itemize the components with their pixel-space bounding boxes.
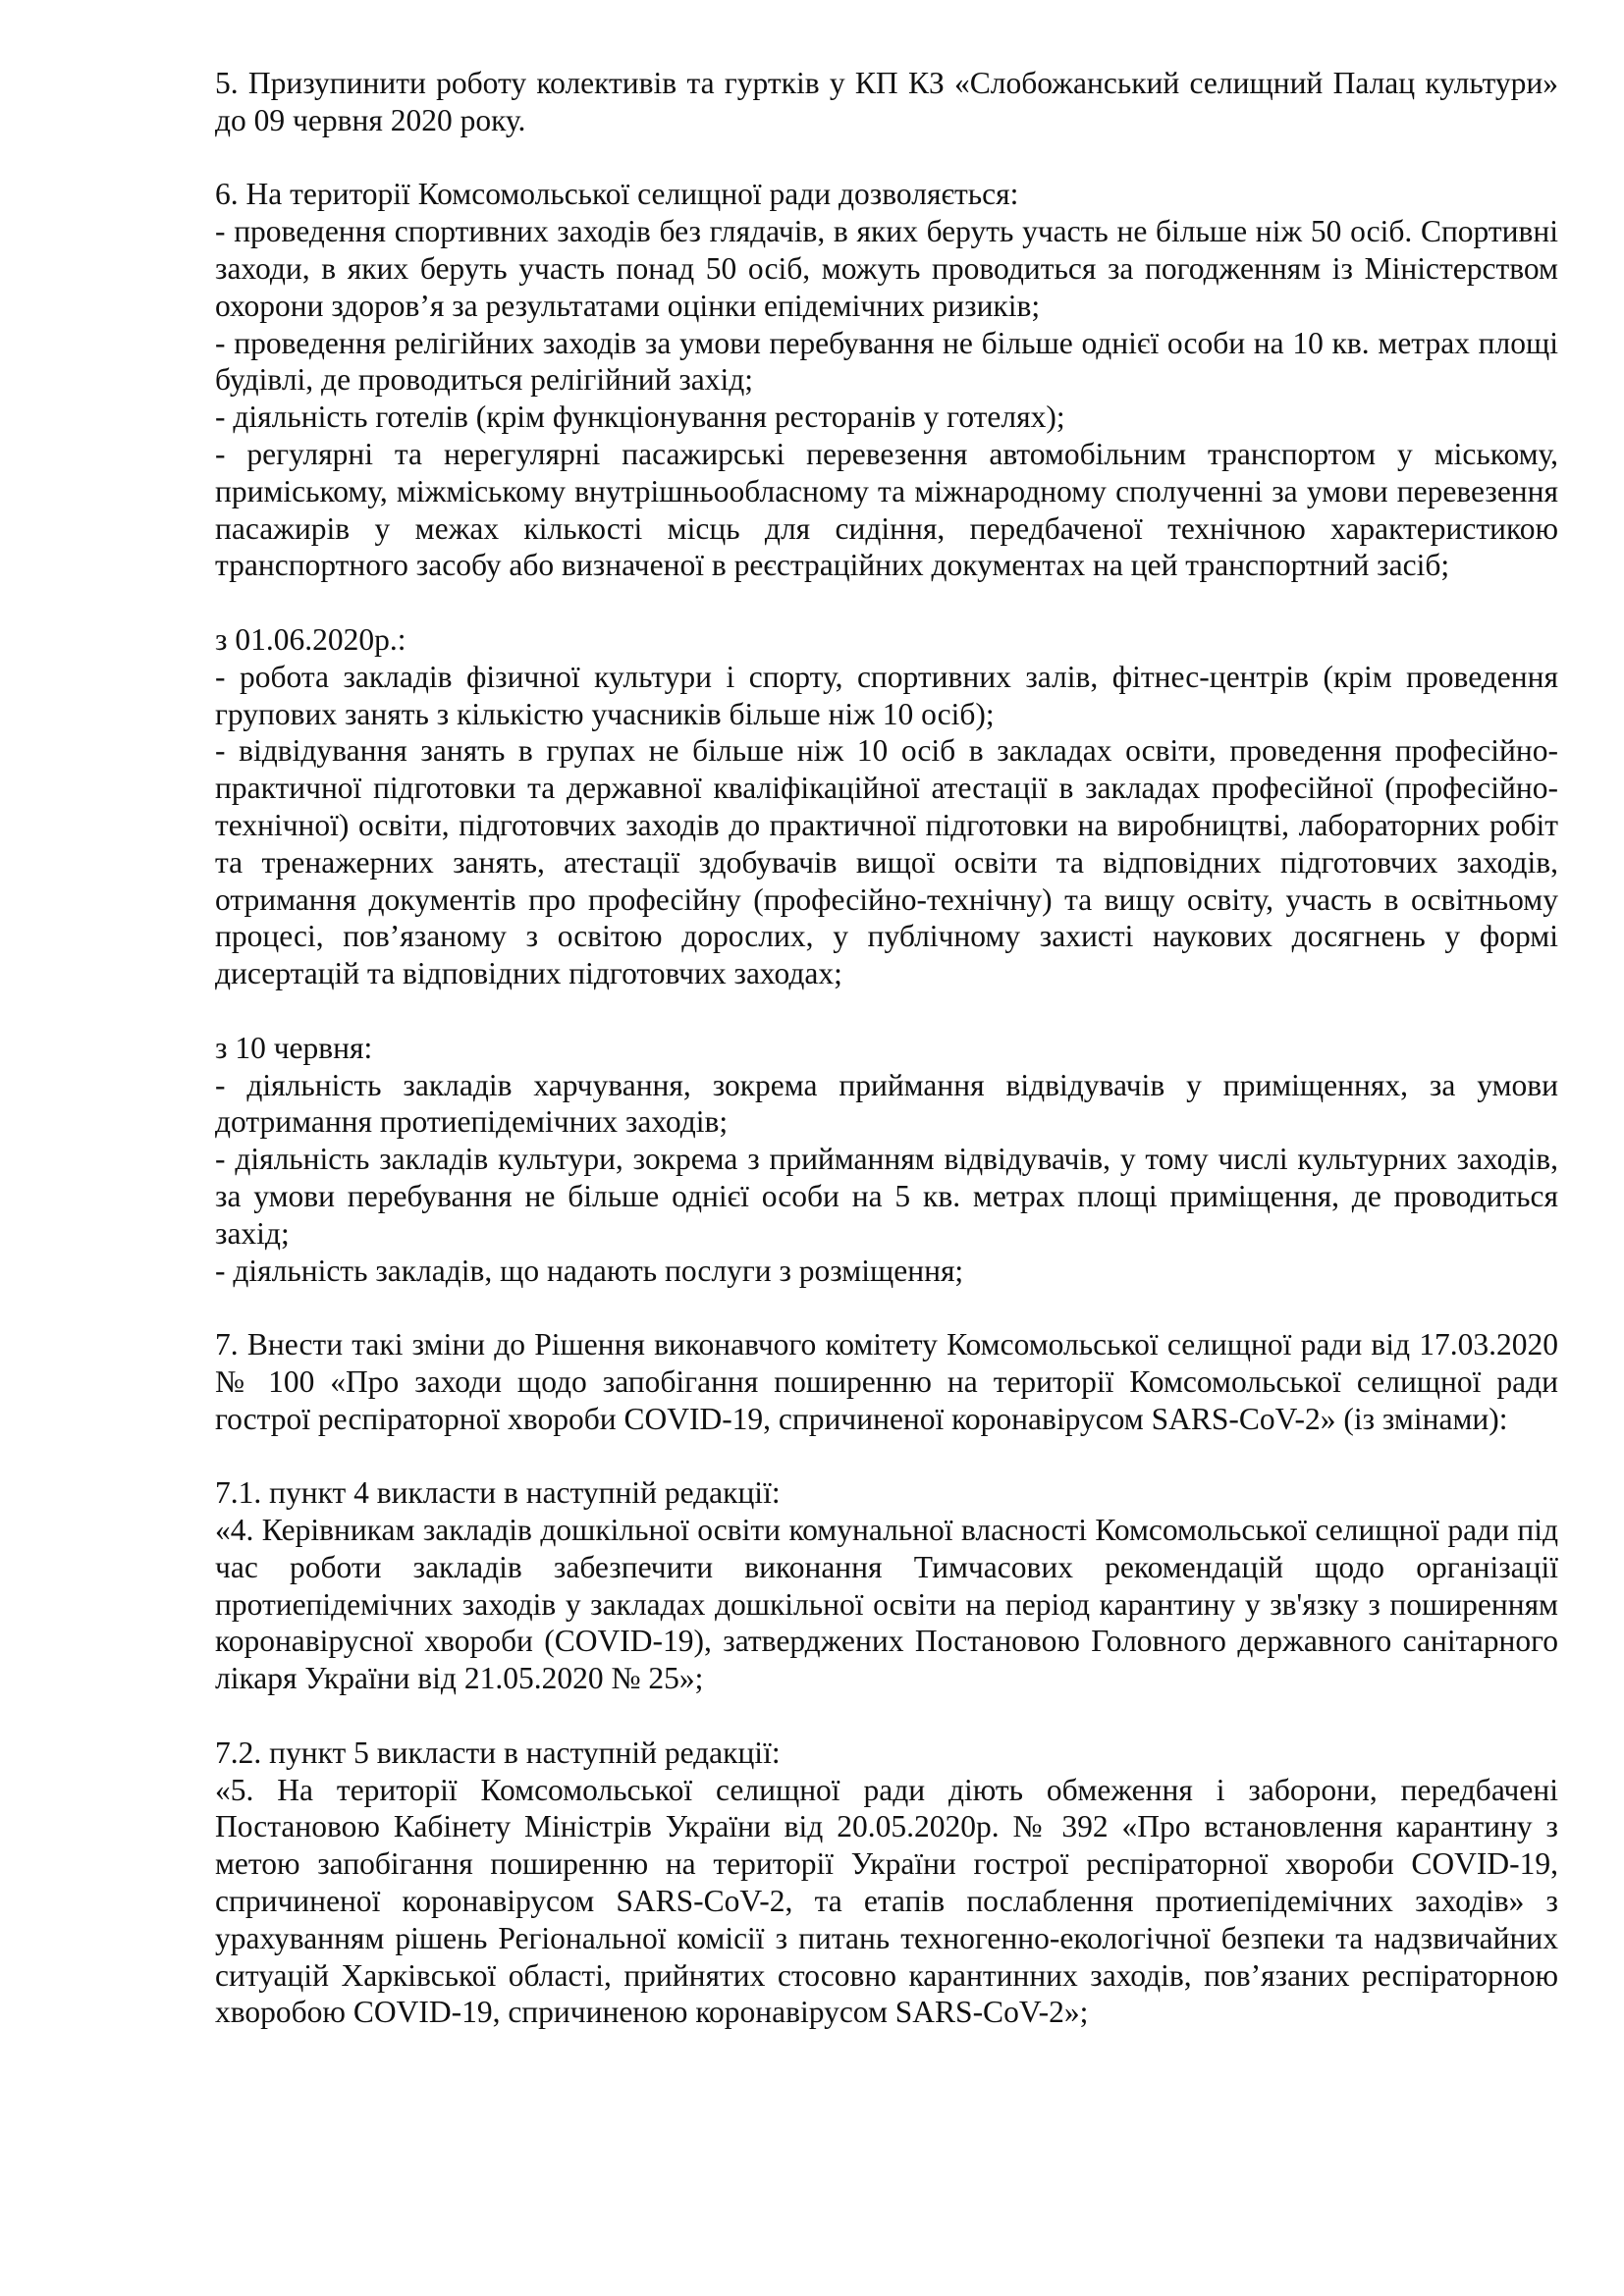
paragraph-line: з 01.06.2020р.:: [215, 621, 406, 657]
list-item: - діяльність закладів культури, зокрема з прийманням відвідувачів, у тому числі культурних заходів, за умови перебування не більше однієї особи на 5 кв. метрах площі приміщення, де проводиться захід;: [215, 1142, 1558, 1251]
paragraph-line: «5. На території Комсомольської селищної ради діють обмеження і заборони, передбачені Постановою Кабінету Міністрів України від 20.05.2020р. № 392 «Про встановлення карантину з метою запобігання поширенню на території України гострої респіраторної хвороби COVID-19, спричиненої коронавірусом SARS-CoV-2, та етапів послаблення протиепідемічних заходів» з урахуванням рішень Регіональної комісії з питань техногенно-екологічної безпеки та надзвичайних ситуацій Харківської області, прийнятих стосовно карантинних заходів, пов’язаних респіраторною хворобою COVID-19, спричиненою коронавірусом SARS-CoV-2»;: [215, 1772, 1558, 2030]
paragraph-line: 7. Внести такі зміни до Рішення виконавчого комітету Комсомольської селищної ради від 17.03.2020 № 100 «Про заходи щодо запобігання поширенню на території Комсомольської селищної ради гострої респіраторної хвороби COVID-19, спричиненої коронавірусом SARS-CoV-2» (із змінами):: [215, 1327, 1558, 1436]
paragraph-line: з 10 червня:: [215, 1030, 373, 1065]
paragraph-line: 6. На території Комсомольської селищної ради дозволяється:: [215, 177, 1019, 212]
document-page: [215, 65, 1558, 2068]
paragraph-line: 7.2. пункт 5 викласти в наступній редакції:: [215, 1735, 781, 1770]
paragraph-line: «4. Керівникам закладів дошкільної освіти комунальної власності Комсомольської селищної ради під час роботи закладів забезпечити виконання Тимчасових рекомендацій щодо організації протиепідемічних заходів у закладах дошкільної освіти на період карантину у зв'язку з поширенням коронавірусної хвороби (COVID-19), затверджених Постановою Головного державного санітарного лікаря України від 21.05.2020 № 25»;: [215, 1513, 1558, 1696]
paragraph-7-2: [215, 1735, 1558, 2031]
paragraph-7: [215, 1326, 1558, 1437]
list-item: - відвідування занять в групах не більше ніж 10 осіб в закладах освіти, проведення професійно-практичної підготовки та державної кваліфікаційної атестації в закладах професійної (професійно-технічної) освіти, підготовчих заходів до практичної підготовки на виробництві, лабораторних робіт та тренажерних занять, атестації здобувачів вищої освіти та відповідних підготовчих заходів, отримання документів про професійну (професійно-технічну) та вищу освіту, участь в освітньому процесі, пов’язаному з освітою дорослих, у публічному захисті наукових досягнень у формі дисертацій та відповідних підготовчих заходах;: [215, 733, 1558, 991]
paragraph-7-1: [215, 1474, 1558, 1697]
paragraph-5: [215, 65, 1558, 139]
list-item: - проведення релігійних заходів за умови перебування не більше однієї особи на 10 кв. метрах площі будівлі, де проводиться релігійний захід;: [215, 325, 1558, 398]
list-item: - робота закладів фізичної культури і спорту, спортивних залів, фітнес-центрів (крім проведення групових занять з кількістю учасників більше ніж 10 осіб);: [215, 659, 1558, 731]
list-item: - діяльність закладів, що надають послуги з розміщення;: [215, 1253, 964, 1288]
paragraph-line: 5. Призупинити роботу колективів та гуртків у КП КЗ «Слобожанський селищний Палац культури» до 09 червня 2020 року.: [215, 66, 1558, 137]
list-item: - регулярні та нерегулярні пасажирські перевезення автомобільним транспортом у міському, приміському, міжміському внутрішньообласному та міжнародному сполученні за умови перевезення пасажирів у межах кількості місць для сидіння, передбаченої технічною характеристикою транспортного засобу або визначеної в реєстраційних документах на цей транспортний засіб;: [215, 436, 1558, 583]
list-item: - діяльність готелів (крім функціонування ресторанів у готелях);: [215, 400, 1065, 435]
section-from-june-10: [215, 1030, 1558, 1290]
section-from-june-1: [215, 621, 1558, 992]
list-item: - проведення спортивних заходів без глядачів, в яких беруть участь не більше ніж 50 осіб. Спортивні заходи, в яких беруть участь понад 50 осіб, можуть проводиться за погодженням із Міністерством охорони здоров’я за результатами оцінки епідемічних ризиків;: [215, 214, 1558, 323]
list-item: - діяльність закладів харчування, зокрема приймання відвідувачів у приміщеннях, за умови дотримання протиепідемічних заходів;: [215, 1067, 1558, 1140]
paragraph-line: 7.1. пункт 4 викласти в наступній редакції:: [215, 1475, 781, 1511]
paragraph-6: [215, 176, 1558, 584]
